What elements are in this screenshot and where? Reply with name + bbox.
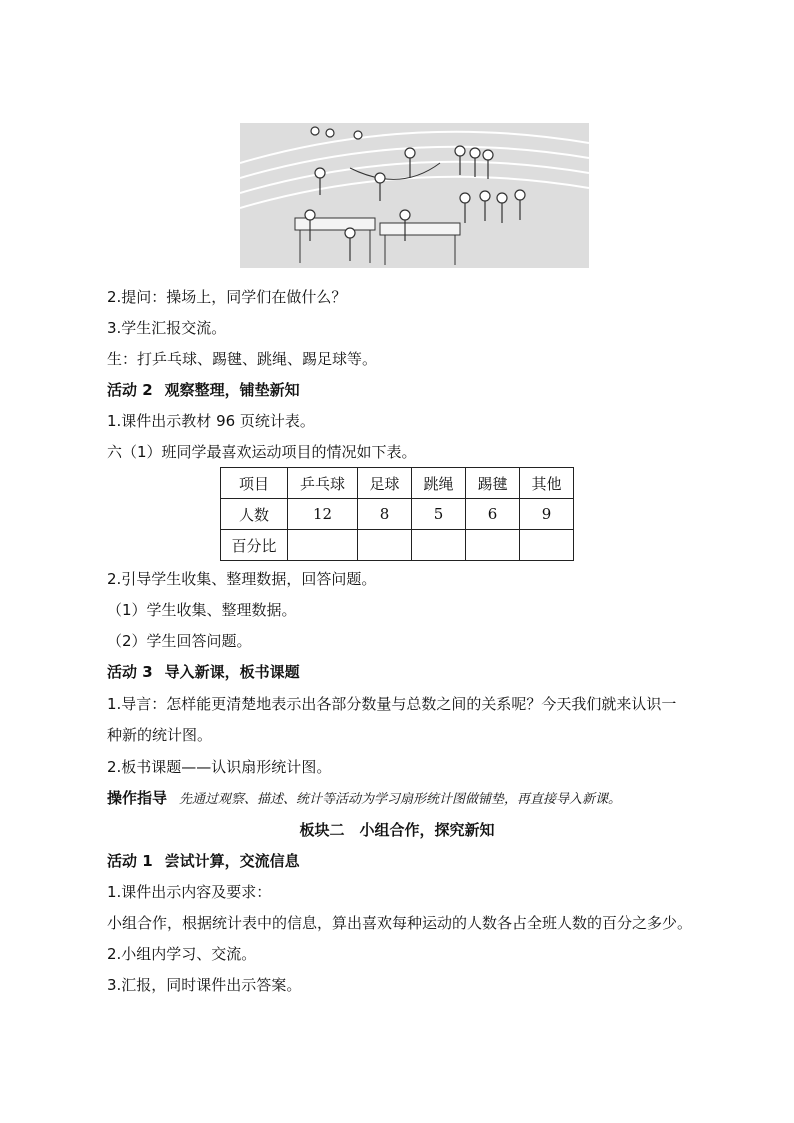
playground-drawing [240,123,589,268]
activity-title: 观察整理，铺垫新知 [164,381,300,399]
table-cell: 项目 [221,468,288,499]
table-cell: 其他 [520,468,574,499]
sports-stats-table [220,467,574,561]
table-cell: 9 [520,499,574,530]
table-cell: 跳绳 [412,468,466,499]
section-2-step-1-body: 小组合作，根据统计表中的信息，算出喜欢每种运动的人数各占全班人数的百分之多少。 [107,914,693,932]
playground-illustration [240,123,589,268]
activity-3-step-1a: 1.导言：怎样能更清楚地表示出各部分数量与总数之间的关系呢？今天我们就来认识一 [107,695,677,713]
table-cell: 12 [288,499,358,530]
section-2-step-2: 2.小组内学习、交流。 [107,945,257,963]
hint-label: 操作指导 [107,789,168,807]
activity-2-step-2: 2.引导学生收集、整理数据，回答问题。 [107,570,377,588]
activity-2-step-2a: （1）学生收集、整理数据。 [107,601,297,619]
table-cell: 6 [466,499,520,530]
table-cell [466,530,520,561]
section-2-step-3: 3.汇报，同时课件出示答案。 [107,976,302,994]
table-cell [412,530,466,561]
operation-hint [107,788,621,810]
table-cell: 乒乓球 [288,468,358,499]
table-cell [520,530,574,561]
activity-title: 尝试计算，交流信息 [164,852,300,870]
activity-2-step-2b: （2）学生回答问题。 [107,632,252,650]
section-2-step-1: 1.课件出示内容及要求： [107,883,272,901]
table-cell: 足球 [358,468,412,499]
table-row-percent [221,530,574,561]
table-caption: 六（1）班同学最喜欢运动项目的情况如下表。 [107,443,417,461]
activity-3-step-1b: 种新的统计图。 [107,726,213,744]
table-cell: 8 [358,499,412,530]
table-cell: 踢毽 [466,468,520,499]
table-header-row [221,468,574,499]
table-cell [358,530,412,561]
section-title: 板块二 小组合作，探究新知 [299,821,495,839]
activity-3-step-2: 2.板书课题——认识扇形统计图。 [107,758,332,776]
activity-2-step-1: 1.课件出示教材 96 页统计表。 [107,412,315,430]
activity-label: 活动 3 [107,663,153,681]
hint-text: 先通过观察、描述、统计等活动为学习扇形统计图做铺垫，再直接导入新课。 [179,792,622,807]
section-2-activity-1-heading [107,851,300,871]
table-cell: 百分比 [221,530,288,561]
activity-label: 活动 1 [107,852,153,870]
activity-label: 活动 2 [107,381,153,399]
table-cell: 人数 [221,499,288,530]
activity-2-heading [107,380,300,400]
activity-3-heading [107,662,300,682]
table-cell: 5 [412,499,466,530]
question-2: 2.提问：操场上，同学们在做什么？ [107,288,347,306]
table-row-people [221,499,574,530]
activity-title: 导入新课，板书课题 [164,663,300,681]
student-answer: 生：打乒乓球、踢毽、跳绳、踢足球等。 [107,350,378,368]
question-3: 3.学生汇报交流。 [107,319,227,337]
table-cell [288,530,358,561]
